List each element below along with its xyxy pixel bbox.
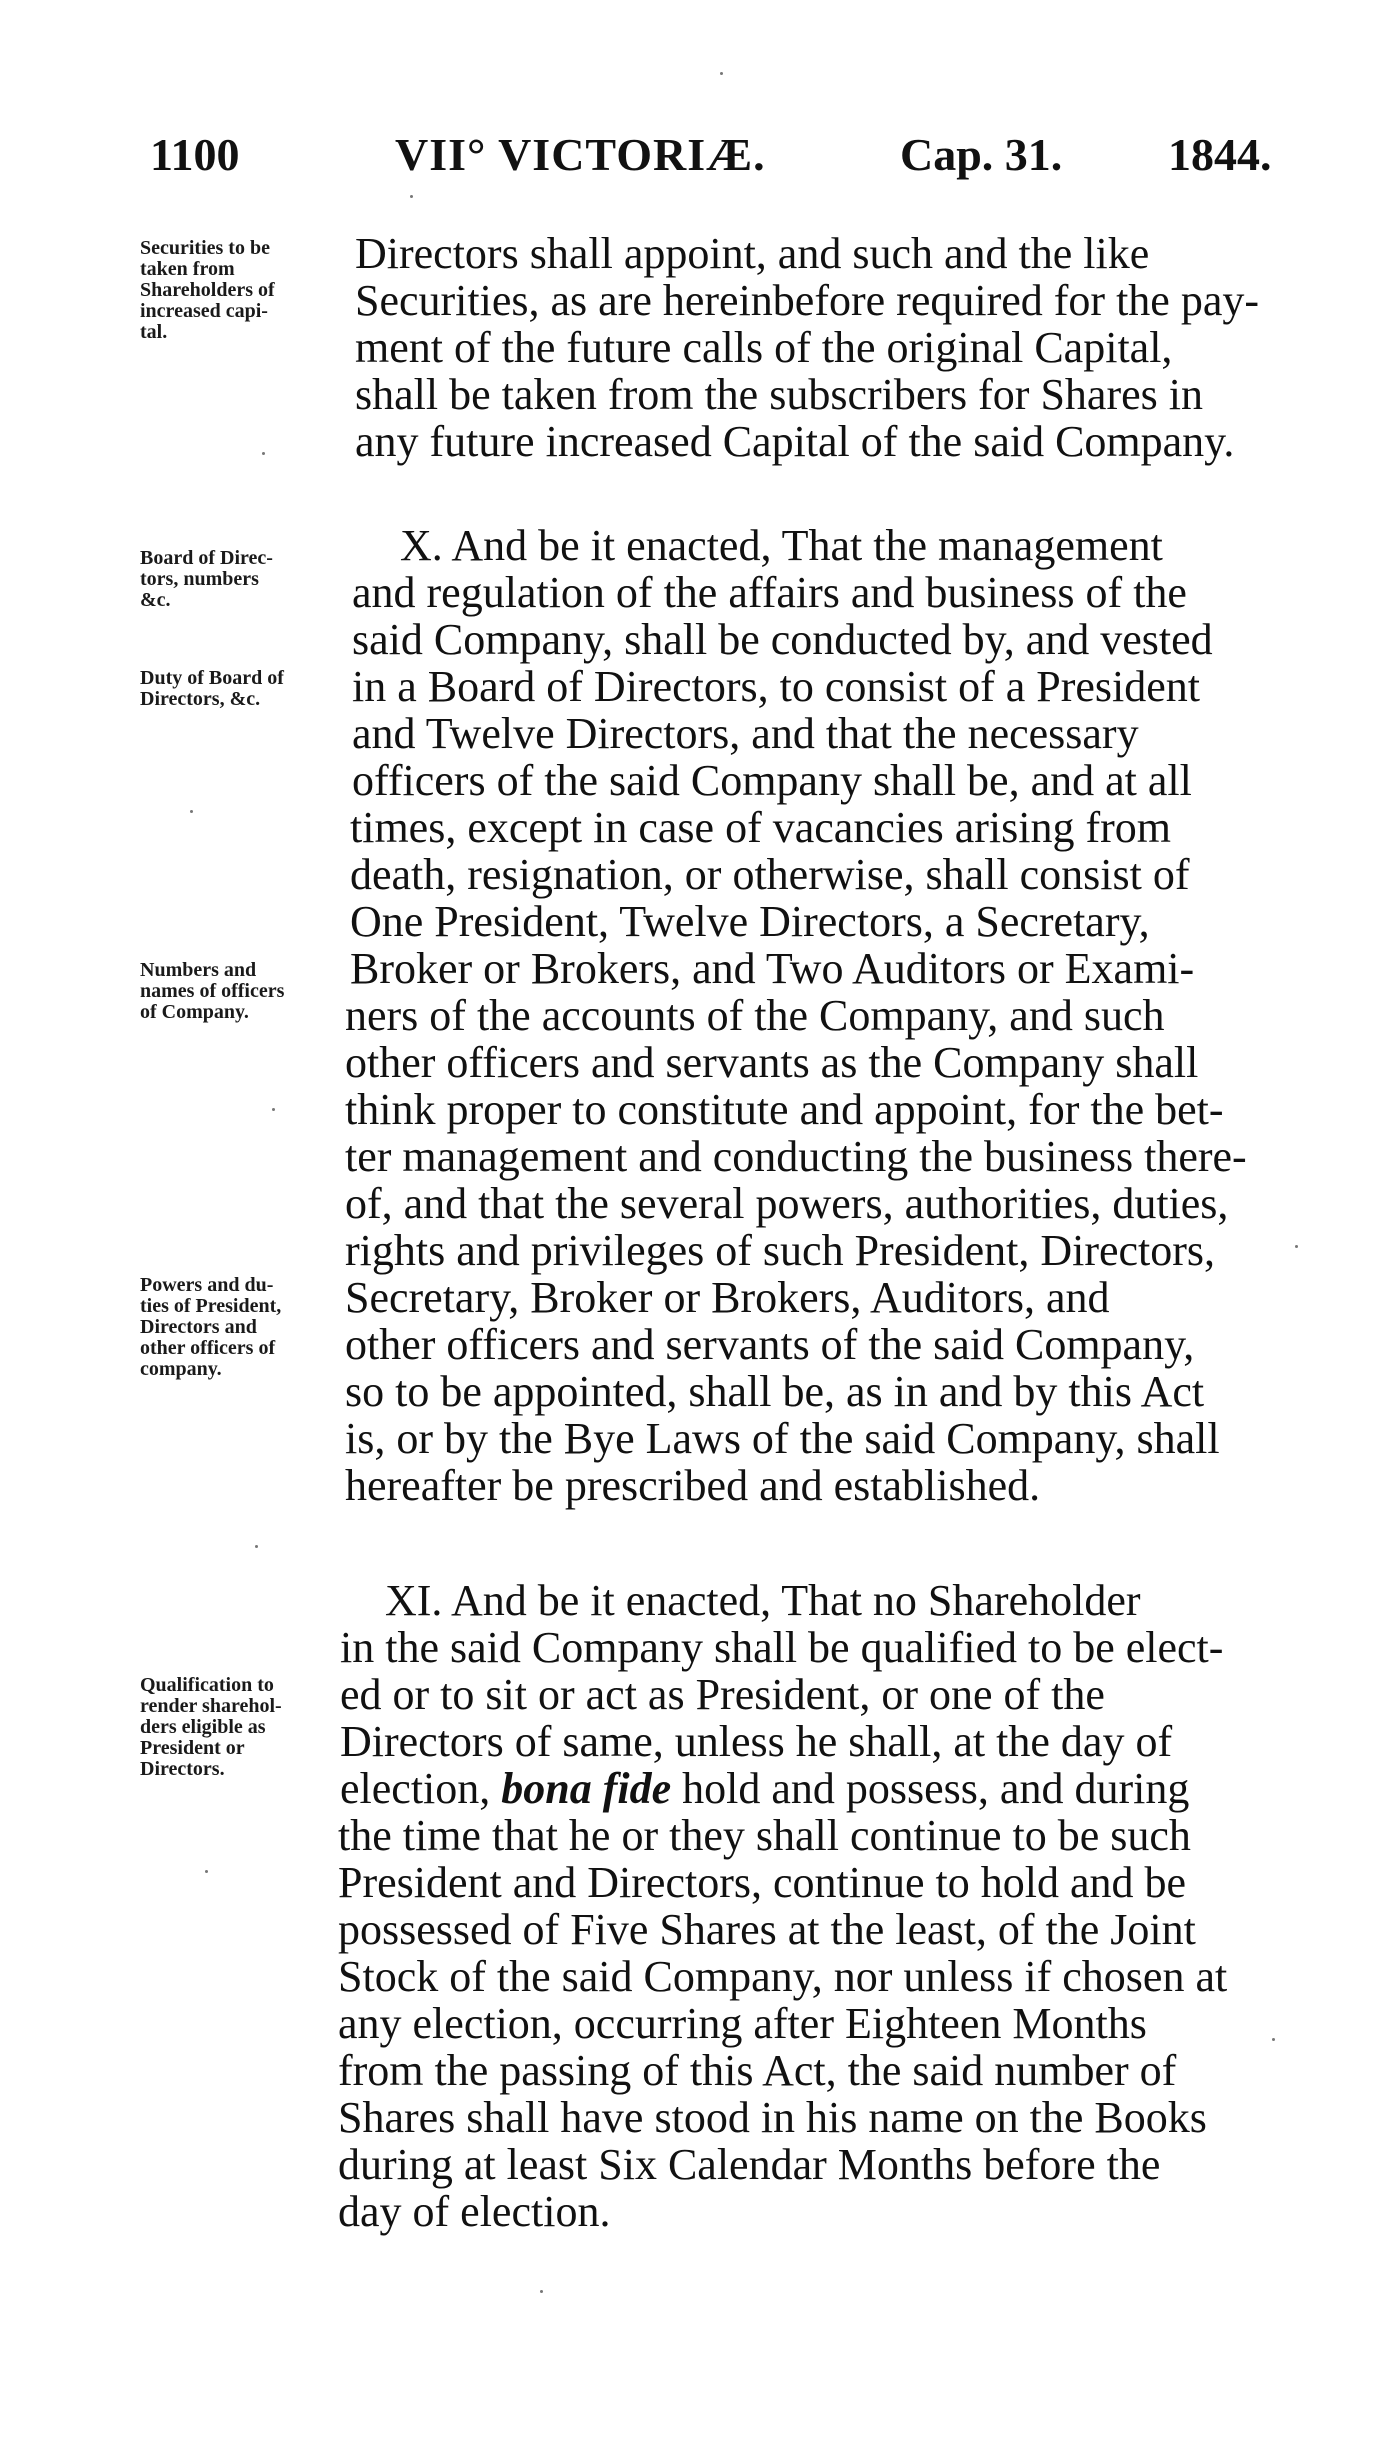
margin-note-line: render sharehol- [140,1695,282,1717]
margin-note-line: Numbers and [140,959,257,981]
body-line: Directors of same, unless he shall, at the day of [340,1717,1173,1766]
body-line: death, resignation, or otherwise, shall consist of [350,850,1190,899]
running-header [150,128,1272,188]
body-line: of, and that the several powers, authorities, duties, [345,1179,1229,1228]
body-line: and regulation of the affairs and business of the [352,568,1187,617]
margin-note-line: &c. [140,589,171,611]
margin-note-line: Powers and du- [140,1274,274,1296]
body-line: ners of the accounts of the Company, and such [345,991,1165,1040]
margin-note-line: Directors. [140,1758,225,1780]
body-line: ed or to sit or act as President, or one of the [340,1670,1105,1719]
body-line: any future increased Capital of the said Company. [355,417,1235,466]
margin-note-powers-and-duties [140,1275,340,1380]
margin-note-line: ties of President, [140,1295,282,1317]
margin-note-line: taken from [140,258,235,280]
scan-speck [540,2290,543,2293]
body-line: Shares shall have stood in his name on the Books [338,2093,1207,2142]
margin-note-line: names of officers [140,980,285,1002]
scan-speck [272,1108,275,1111]
margin-note-qualification [140,1675,340,1780]
margin-note-line: of Company. [140,1001,249,1023]
margin-note-line: President or [140,1737,245,1759]
body-line: Stock of the said Company, nor unless if chosen at [338,1952,1228,2001]
body-line: shall be taken from the subscribers for Shares in [355,370,1203,419]
body-line: think proper to constitute and appoint, for the bet- [345,1085,1224,1134]
body-line: in the said Company shall be qualified to be elect- [340,1623,1224,1672]
scan-speck [255,1545,258,1548]
margin-note-board-of-directors [140,548,340,611]
scan-speck [190,810,193,813]
body-line: President and Directors, continue to hold and be [338,1858,1187,1907]
body-line: other officers and servants of the said Company, [345,1320,1195,1369]
margin-note-line: Duty of Board of [140,667,284,689]
margin-note-line: Directors and [140,1316,257,1338]
section-xi-heading-line: XI. And be it enacted, That no Shareholder [385,1576,1141,1625]
margin-note-line: increased capi- [140,300,268,322]
margin-note-securities [140,238,340,343]
margin-note-numbers-of-officers [140,960,340,1023]
body-line: and Twelve Directors, and that the necessary [352,709,1139,758]
body-line: Broker or Brokers, and Two Auditors or Exami- [350,944,1195,993]
body-line: during at least Six Calendar Months before the [338,2140,1161,2189]
reign-title: VII° VICTORIÆ. [395,129,766,180]
body-line: ment of the future calls of the original Capital, [355,323,1173,372]
body-line: possessed of Five Shares at the least, of the Joint [338,1905,1196,1954]
body-text: election, [340,1764,491,1813]
margin-note-line: Qualification to [140,1674,274,1696]
page-number: 1100 [150,129,240,180]
margin-note-duty-of-board [140,668,340,710]
body-line: officers of the said Company shall be, and at all [352,756,1192,805]
body-line: Securities, as are hereinbefore required for the pay- [355,276,1259,325]
margin-note-line: Shareholders of [140,279,275,301]
margin-note-line: tors, numbers [140,568,259,590]
scan-speck [205,1870,208,1873]
scan-speck [1272,2038,1275,2041]
body-line: Directors shall appoint, and such and the like [355,229,1150,278]
margin-note-line: Directors, &c. [140,688,261,710]
margin-note-line: tal. [140,321,168,343]
body-line: rights and privileges of such President, Directors, [345,1226,1216,1275]
year: 1844. [1168,129,1272,180]
body-line: so to be appointed, shall be, as in and by this Act [345,1367,1205,1416]
body-line: in a Board of Directors, to consist of a President [352,662,1201,711]
margin-note-line: other officers of [140,1337,276,1359]
margin-note-line: ders eligible as [140,1716,266,1738]
body-line: is, or by the Bye Laws of the said Company, shall [345,1414,1220,1463]
chapter-number: Cap. 31. [900,129,1063,180]
body-line: Secretary, Broker or Brokers, Auditors, and [345,1273,1110,1322]
scan-speck [410,195,413,198]
margin-note-line: company. [140,1358,222,1380]
body-line: One President, Twelve Directors, a Secretary, [350,897,1150,946]
margin-note-line: Securities to be [140,237,270,259]
body-line: the time that he or they shall continue to be such [338,1811,1191,1860]
scan-speck [262,452,265,455]
section-x-heading-line: X. And be it enacted, That the management [400,521,1163,570]
body-line: ter management and conducting the business there- [345,1132,1247,1181]
scan-speck [720,72,723,75]
scan-speck [1295,1245,1298,1248]
margin-note-line: Board of Direc- [140,547,273,569]
body-line: said Company, shall be conducted by, and vested [352,615,1213,664]
body-line: day of election. [338,2187,611,2236]
italic-phrase: bona fide [501,1764,672,1813]
body-line-with-italic [340,1763,1189,1814]
body-line: other officers and servants as the Company shall [345,1038,1199,1087]
body-text: hold and possess, and during [682,1764,1190,1813]
body-line: any election, occurring after Eighteen Months [338,1999,1147,2048]
body-line: times, except in case of vacancies arising from [350,803,1172,852]
body-line: from the passing of this Act, the said number of [338,2046,1177,2095]
body-line: hereafter be prescribed and established. [345,1461,1041,1510]
